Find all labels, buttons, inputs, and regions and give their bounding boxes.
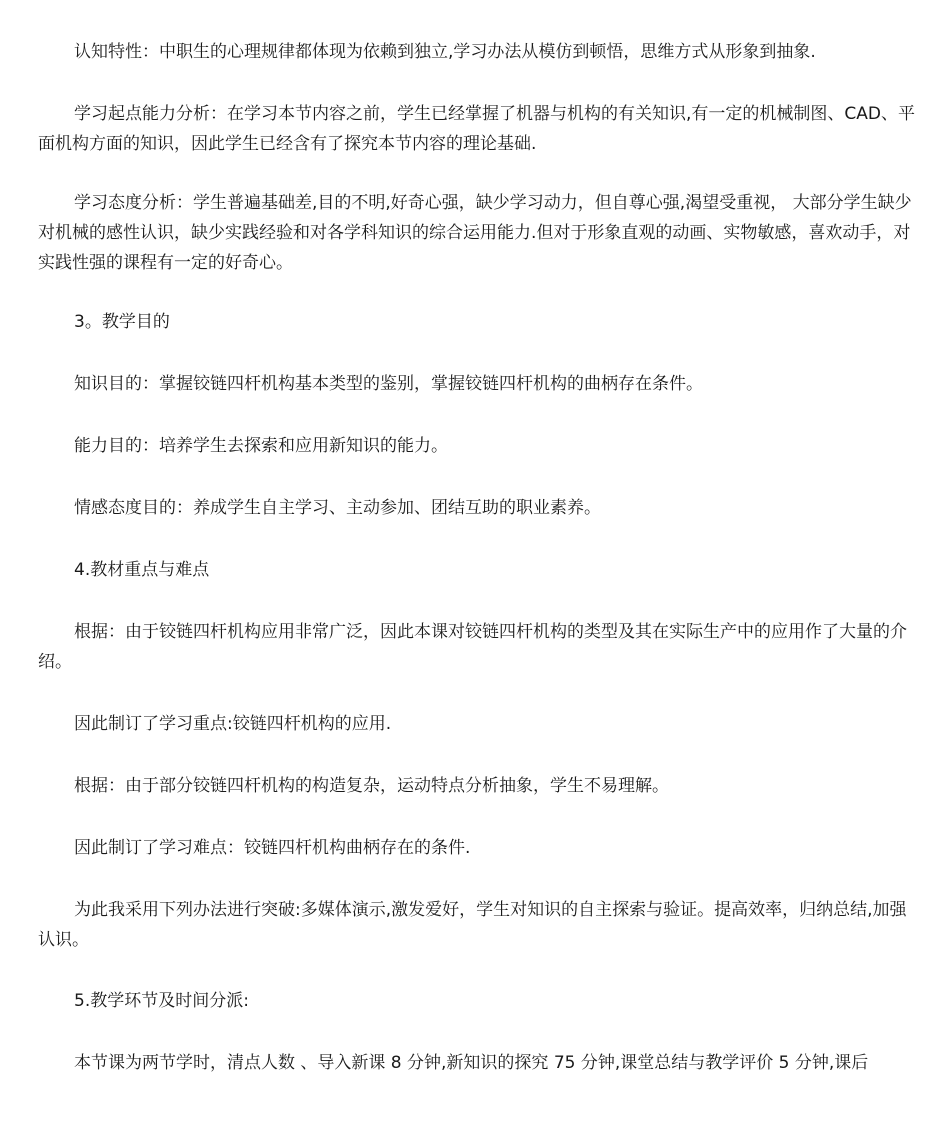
paragraph-time-allocation: 本节课为两节学时，清点人数 、导入新课 8 分钟,新知识的探究 75 分钟,课堂总结与教学评价 5 分钟,课后 (74, 1053, 869, 1073)
paragraph-basis-2: 根据：由于部分铰链四杆机构的构造复杂，运动特点分析抽象，学生不易理解。 (74, 776, 669, 796)
paragraph-starting-ability: 学习起点能力分析：在学习本节内容之前，学生已经掌握了机器与机构的有关知识,有一定的机械制图、CAD、平面机构方面的知识，因此学生已经含有了探究本节内容的理论基础. (38, 104, 915, 154)
section-heading-teaching-steps: 5.教学环节及时间分派: (74, 991, 249, 1011)
paragraph-basis-1: 根据：由于铰链四杆机构应用非常广泛，因此本课对铰链四杆机构的类型及其在实际生产中的应用作了大量的介绍。 (38, 622, 907, 672)
paragraph-knowledge-goal: 知识目的：掌握铰链四杆机构基本类型的鉴别，掌握铰链四杆机构的曲柄存在条件。 (74, 374, 703, 394)
paragraph-key-point: 因此制订了学习重点:铰链四杆机构的应用. (74, 714, 392, 734)
paragraph-ability-goal: 能力目的：培养学生去探索和应用新知识的能力。 (74, 436, 448, 456)
section-heading-key-points: 4.教材重点与难点 (74, 560, 210, 580)
paragraph-attitude-analysis: 学习态度分析：学生普遍基础差,目的不明,好奇心强，缺少学习动力，但自尊心强,渴望受重视， 大部分学生缺少对机械的感性认识，缺少实践经验和对各学科知识的综合运用能力.但对于形象直观的动画、实物敏感，喜欢动手，对实践性强的课程有一定的好奇心。 (38, 193, 912, 273)
paragraph-breakthrough-method: 为此我采用下列办法进行突破:多媒体演示,激发爱好，学生对知识的自主探索与验证。提高效率，归纳总结,加强认识。 (38, 900, 907, 950)
paragraph-emotion-goal: 情感态度目的：养成学生自主学习、主动参加、团结互助的职业素养。 (74, 498, 601, 518)
section-heading-teaching-goals: 3。教学目的 (74, 312, 170, 332)
paragraph-cognitive-traits: 认知特性：中职生的心理规律都体现为依赖到独立,学习办法从模仿到顿悟，思维方式从形象到抽象. (74, 42, 816, 62)
paragraph-difficulty: 因此制订了学习难点：铰链四杆机构曲柄存在的条件. (74, 838, 471, 858)
